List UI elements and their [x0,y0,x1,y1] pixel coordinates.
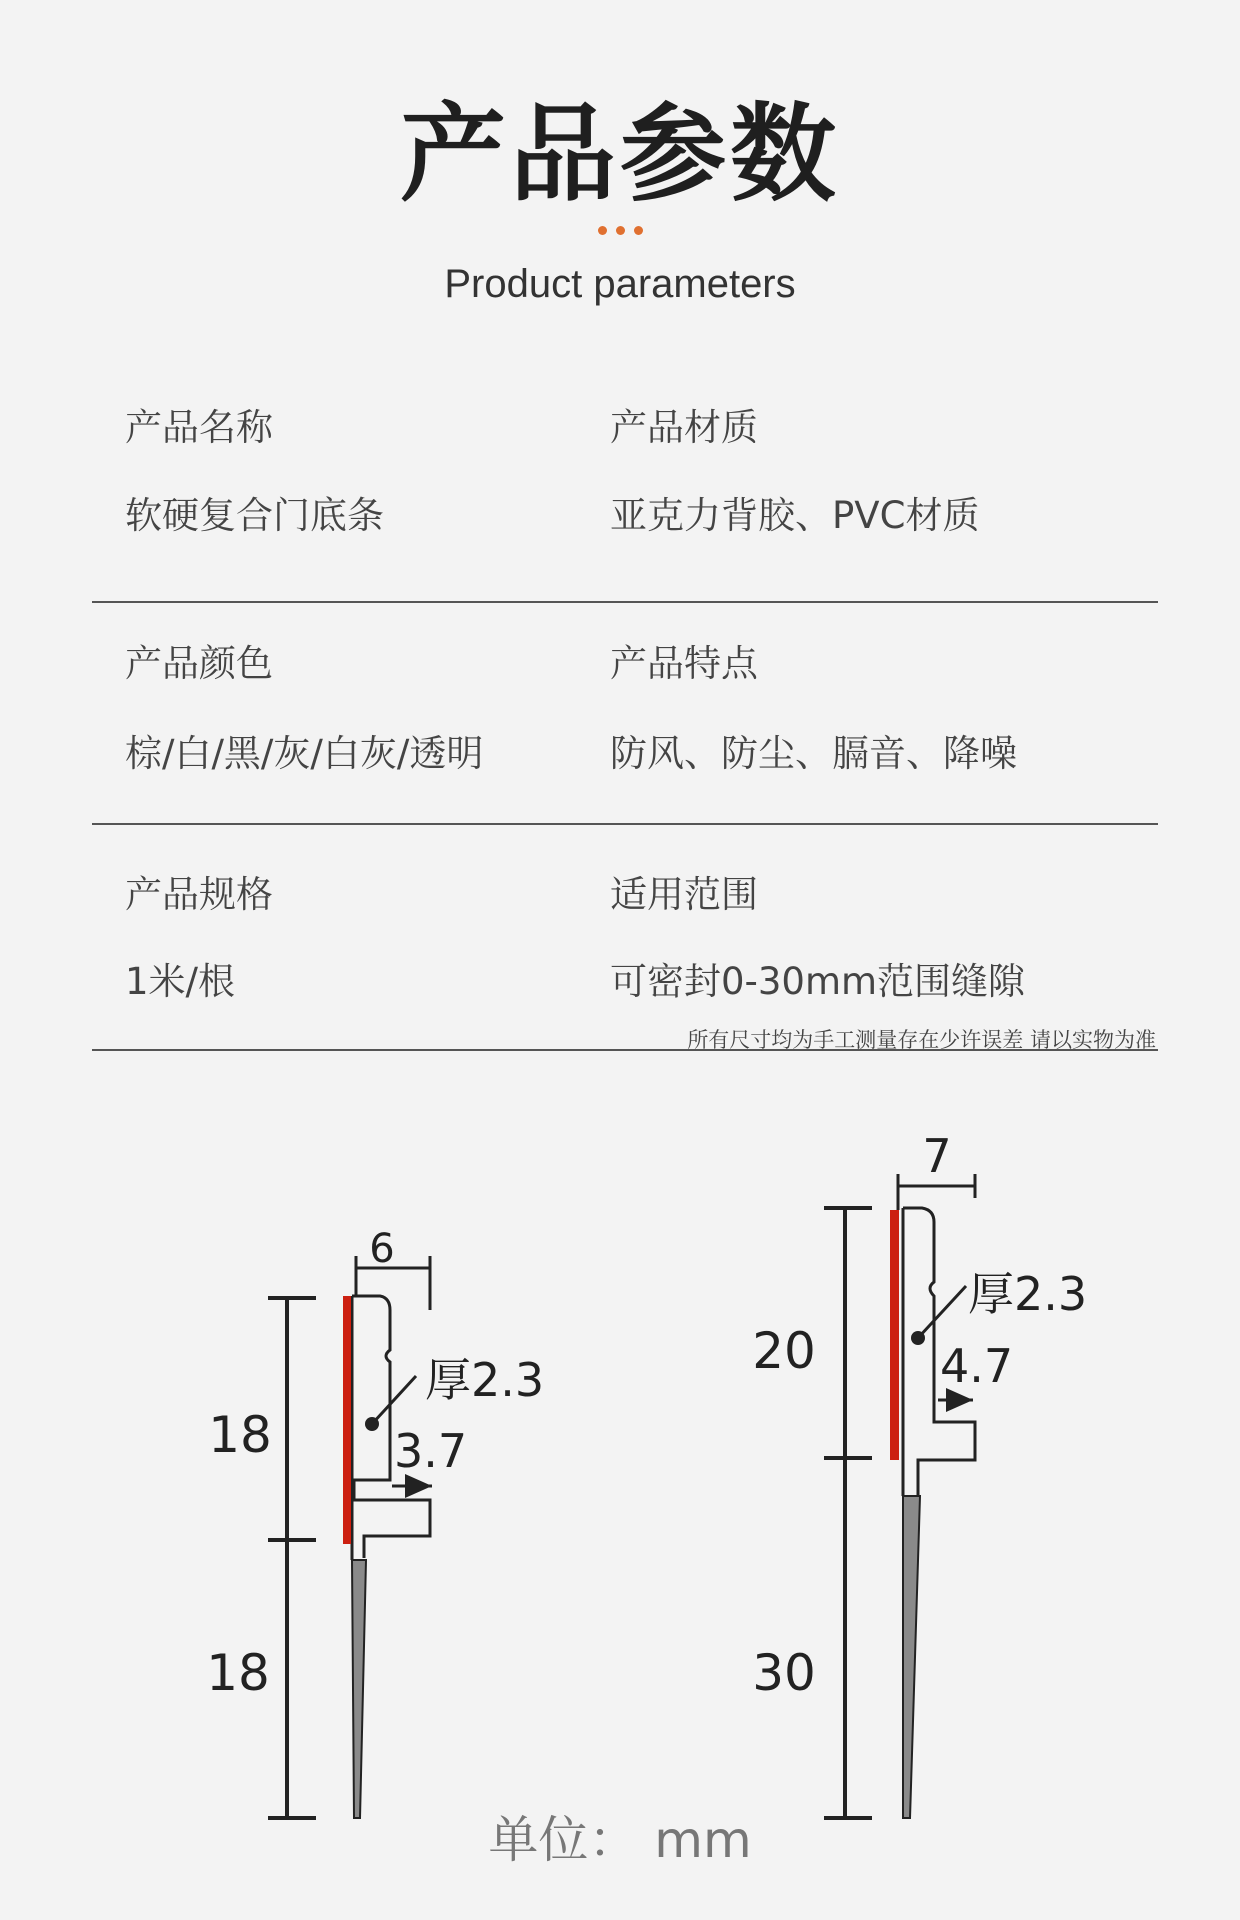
thickness-label: 厚2.3 [968,1267,1088,1321]
param-value: 1米/根 [125,960,236,1003]
param-value: 亚克力背胶、PVC材质 [610,494,980,537]
param-value: 可密封0-30mm范围缝隙 [610,960,1026,1003]
gap-label: 4.7 [940,1339,1014,1393]
page-subtitle: Product parameters [444,262,796,306]
profile-right [752,1129,1087,1818]
param-label: 产品颜色 [125,642,273,685]
unit-label: 单位： mm [488,1811,752,1869]
param-value: 防风、防尘、膈音、降噪 [610,732,1017,775]
profile-left [206,1226,544,1818]
bottom-height-label: 30 [752,1644,816,1702]
bottom-height-label: 18 [206,1644,270,1702]
top-height-label: 18 [208,1406,272,1464]
measurement-note: 所有尺寸均为手工测量存在少许误差 请以实物为准 [687,1028,1156,1052]
param-value: 棕/白/黑/灰/白灰/透明 [125,732,484,775]
param-label: 产品名称 [125,406,273,449]
width-label: 6 [369,1226,395,1272]
top-height-label: 20 [752,1322,816,1380]
thickness-label: 厚2.3 [425,1353,545,1407]
param-label: 产品特点 [610,642,758,685]
param-label: 适用范围 [610,873,758,916]
gap-label: 3.7 [394,1424,468,1478]
page-title: 产品参数 [400,93,840,216]
param-label: 产品材质 [610,406,758,449]
param-value: 软硬复合门底条 [125,494,384,537]
width-label: 7 [922,1129,952,1183]
param-label: 产品规格 [125,873,273,916]
